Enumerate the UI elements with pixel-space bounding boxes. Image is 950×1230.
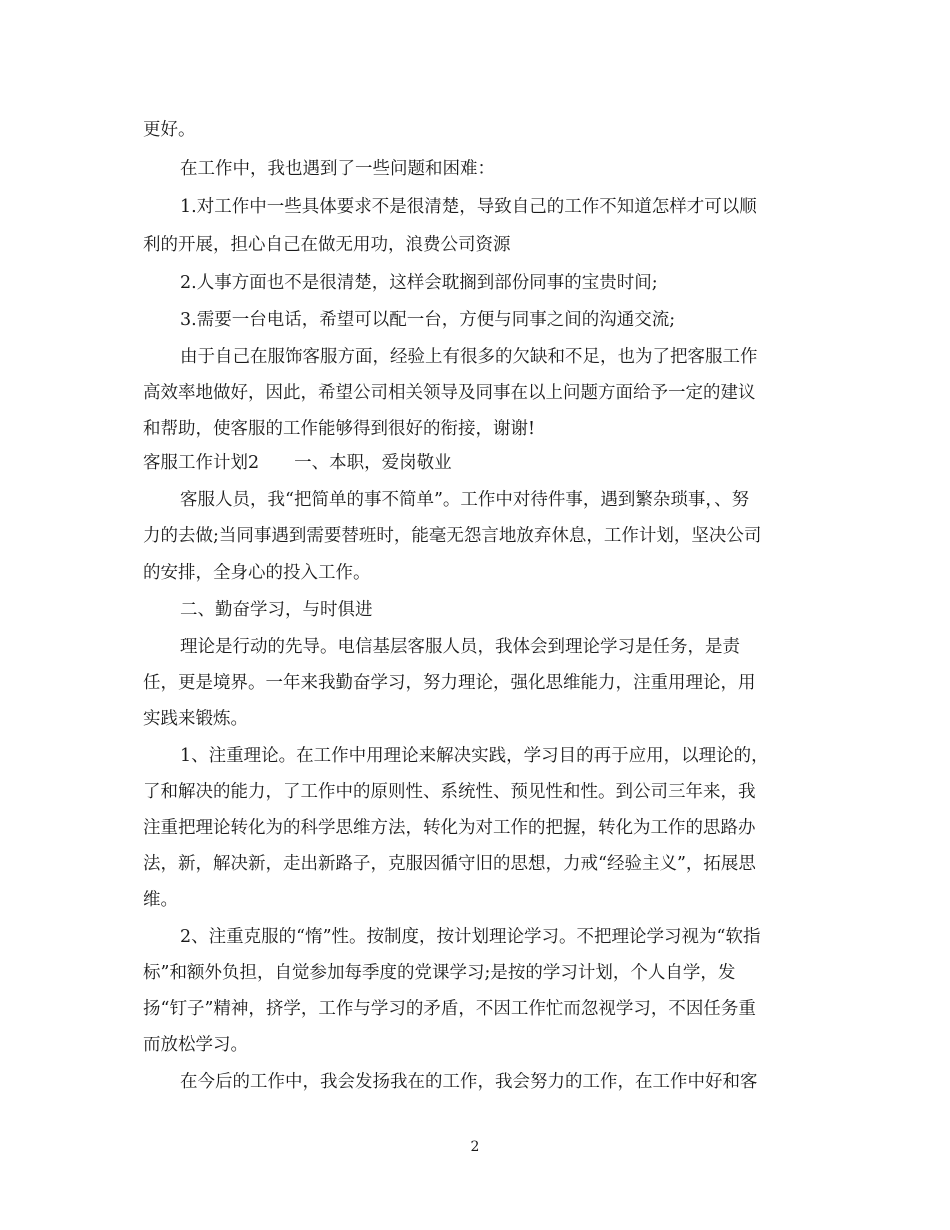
text-line: 利的开展，担心自己在做无用功，浪费公司资源 xyxy=(143,235,511,255)
page-number: 2 xyxy=(470,1139,480,1155)
text-line: 2.人事方面也不是很清楚，这样会耽搁到部份同事的宝贵时间; xyxy=(180,273,658,293)
text-line: 的安排，全身心的投入工作。 xyxy=(143,563,371,583)
text-line: 扬“钉子”精神，挤学，工作与学习的矛盾，不因工作忙而忽视学习，不因任务重 xyxy=(143,999,756,1019)
text-line: 维。 xyxy=(143,890,178,910)
text-line: 2、注重克服的“惰”性。按制度，按计划理论学习。不把理论学习视为“软指 xyxy=(180,927,761,947)
text-line: 和帮助，使客服的工作能够得到很好的衔接，谢谢! xyxy=(143,419,536,439)
section-heading: 客服工作计划2 一、本职，爱岗敬业 xyxy=(143,453,452,473)
text-line: 1、注重理论。在工作中用理论来解决实践，学习目的再于应用，以理论的， xyxy=(180,746,769,766)
text-line: 标”和额外负担，自觉参加每季度的党课学习;是按的学习计划，个人自学，发 xyxy=(143,963,736,983)
text-line: 注重把理论转化为的科学思维方法，转化为对工作的把握，转化为工作的思路办 xyxy=(143,818,756,838)
text-line: 3.需要一台电话，希望可以配一台，方便与同事之间的沟通交流; xyxy=(180,310,676,330)
text-line: 客服人员，我“把简单的事不简单”。工作中对待件事，遇到繁杂琐事，、努 xyxy=(180,490,750,510)
text-line: 而放松学习。 xyxy=(143,1035,248,1055)
text-line: 任，更是境界。一年来我勤奋学习，努力理论，强化思维能力，注重用理论，用 xyxy=(143,673,756,693)
text-line: 实践来锻炼。 xyxy=(143,709,248,729)
text-line: 法，新，解决新，走出新路子，克服因循守旧的思想，力戒“经验主义”，拓展思 xyxy=(143,854,756,874)
text-line: 了和解决的能力，了工作中的原则性、系统性、预见性和性。到公司三年来，我 xyxy=(143,782,756,802)
text-line: 由于自己在服饰客服方面，经验上有很多的欠缺和不足，也为了把客服工作 xyxy=(180,347,758,367)
text-line: 理论是行动的先导。电信基层客服人员，我体会到理论学习是任务，是责 xyxy=(180,637,740,657)
text-line: 在今后的工作中，我会发扬我在的工作，我会努力的工作，在工作中好和客 xyxy=(180,1072,758,1092)
text-line: 更好。 xyxy=(143,120,196,140)
subheading: 二、勤奋学习，与时俱进 xyxy=(180,600,373,620)
text-line: 高效率地做好，因此，希望公司相关领导及同事在以上问题方面给予一定的建议 xyxy=(143,383,756,403)
text-line: 1.对工作中一些具体要求不是很清楚，导致自己的工作不知道怎样才可以顺 xyxy=(180,197,757,217)
text-line: 在工作中，我也遇到了一些问题和困难： xyxy=(180,159,495,179)
text-line: 力的去做;当同事遇到需要替班时，能毫无怨言地放弃休息，工作计划，坚决公司 xyxy=(143,526,762,546)
